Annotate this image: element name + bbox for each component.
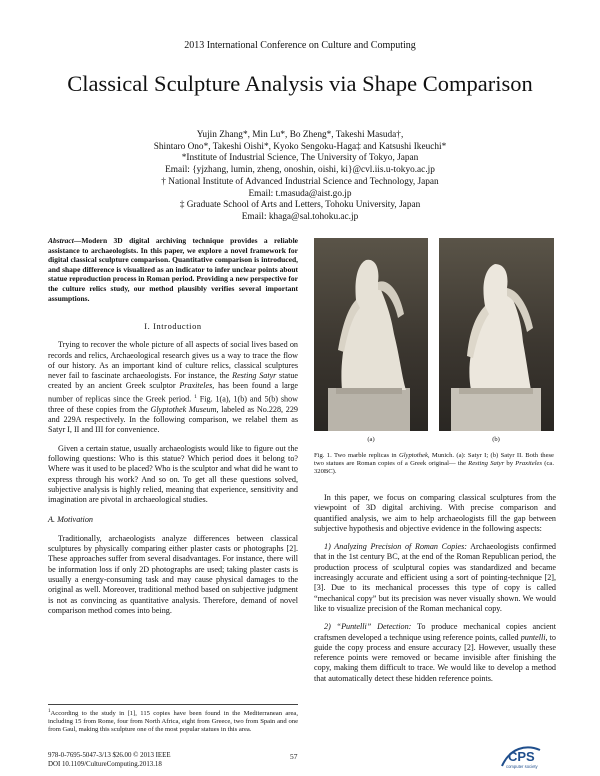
footnote-marker: 1 — [194, 393, 197, 400]
statue-silhouette-b — [439, 238, 554, 431]
intro-italic-glyptothek: Glyptothek Museum — [150, 404, 217, 414]
cps-logo — [500, 744, 556, 770]
caption-italic-satyr: Resting Satyr — [468, 460, 505, 468]
figure-1 — [314, 238, 554, 450]
right-paragraph-1: In this paper, we focus on comparing classical sculptures from the viewpoint of 3D digital archiving. With precise comparison and quantified analysis, we aim to help archaeologists fill the gap between subjective hypothesis and objective evidence in the following aspects: — [314, 493, 556, 533]
intro-text: Trying to recover the whole picture of all aspects of social lives based on records and relics, Archaeological research gives us a way to trace the flow of our history. As an important kind of culture relics, classical sculptures never fail to fascinate archaeologists. For instance, the — [48, 340, 298, 381]
footnote — [48, 704, 298, 734]
item-2-paragraph — [314, 622, 556, 684]
abstract-label: Abstract — [48, 236, 74, 245]
item-2-text: To produce mechanical copies ancient craftsmen developed a technique using reference points, called — [314, 622, 556, 642]
email-1: Email: {yjzhang, lumin, zheng, onoshin, oishi, ki}@cvl.iis.u-tokyo.ac.jp — [165, 165, 435, 176]
intro-italic-praxiteles: Praxiteles — [179, 381, 213, 391]
intro-paragraph-2: Given a certain statue, usually archaeologists would like to figure out the following questions: Who is this statue? Which period does it belong to? Where was it used to be placed? Who is the sculptor and what did he want to express through his work? And so on. To get all these questions solved, subjective analysis is highly relied, meaning that experience, sensitivity and imagination are pivotal in archaeological studies. — [48, 443, 298, 505]
item-2-italic-puntelli: puntelli — [520, 632, 546, 642]
intro-italic-satyr: Resting Satyr — [232, 371, 277, 381]
intro-text: , has been found a large number of replicas since the Greek period. — [48, 381, 298, 404]
item-2-title: 2) “Puntelli” Detection: — [324, 622, 412, 632]
caption-text: , Munich. (a): Satyr I; (b) Satyr II. Both these two statues are Roman copies of a Greek original— the — [314, 452, 554, 468]
intro-text: Fig. 1(a), 1(b) and 5(b) show three of these copies from the — [48, 394, 298, 414]
caption-italic-praxiteles: Praxiteles — [515, 460, 543, 468]
motivation-paragraph: Traditionally, archaeologists analyze differences between classical sculptures by physically comparing either plaster casts or photographs [2]. These approaches suffer from several disadvantages. For instance, there will be information loss if only 2D photographs are used; taking plaster casts is usually a energy-consuming task and may cause physical damages to the original as well. Moreover, traditional method based on subjective judgment is not as convincing as quantitative analysis. Therefore, demand of novel comparison method comes into being. — [48, 533, 298, 615]
item-1-text: Archaeologists confirmed that in the 1st century BC, at the end of the Roman Republican period, the production process of sculptural copies was standardized and became increasingly accurate and efficient using a sort of pointing-technique [2], [3]. Due to its mechanical processes this type of copy is called “mechanical copy” but its precision was never visually shown. We would like to visualize precision of the Roman mechanical copy. — [314, 542, 556, 613]
logo-subtext: computer society — [506, 764, 538, 769]
cps-logo-icon — [500, 744, 556, 770]
item-2-text: , to guide the copy process and ensure accuracy [2]. However, usually these reference points were removed or became invisible after finishing the copy, making them difficult to trace. We would like to develop a method that automatically detect these hidden reference points. — [314, 632, 556, 683]
conference-header: 2013 International Conference on Culture and Computing — [184, 40, 416, 51]
statue-silhouette-a — [314, 238, 428, 431]
footer-isbn: 978-0-7695-5047-3/13 $26.00 © 2013 IEEE — [48, 752, 171, 759]
caption-text: by — [504, 460, 516, 468]
author-line-2: Shintaro Ono*, Takeshi Oishi*, Kyoko Sengoku-Haga‡ and Katsushi Ikeuchi* — [153, 141, 447, 152]
email-3: Email: khaga@sal.tohoku.ac.jp — [241, 211, 359, 222]
subfigure-label-a: (a) — [367, 436, 375, 443]
item-1-paragraph — [314, 542, 556, 614]
abstract — [48, 236, 298, 303]
logo-text: CPS — [508, 749, 535, 764]
paper-title: Classical Sculpture Analysis via Shape Comparison — [67, 71, 533, 96]
item-1-title: 1) Analyzing Precision of Roman Copies: — [324, 542, 467, 552]
author-block — [40, 130, 560, 224]
email-2: Email: t.masuda@aist.go.jp — [248, 188, 352, 199]
satyr-photo-b — [439, 238, 554, 431]
caption-italic-glyptothek: Glyptothek — [398, 452, 428, 459]
footnote-text: According to the study in [1], 115 copies have been found in the Mediterranean area, including 15 from Rome, four from North Africa, eight from Greece, two from Spain and one from Gaul, making this sculpture one of the most popular statues in this area. — [48, 710, 298, 734]
intro-text: , labeled as No.228, 229 and 229A respectively. In the following comparison, we relabel them as Satyr I, II and III for convenience. — [48, 404, 298, 435]
author-line-1: Yujin Zhang*, Min Lu*, Bo Zheng*, Takeshi Masuda†, — [196, 130, 404, 140]
caption-text: (ca. 320BC). — [314, 460, 554, 476]
affiliation-3: ‡ Graduate School of Arts and Letters, Tohoku University, Japan — [179, 200, 421, 211]
subsection-heading-motivation: A. Motivation — [48, 515, 94, 525]
subfigure-label-b: (b) — [492, 436, 500, 443]
intro-paragraph-1 — [48, 340, 298, 435]
right-column — [314, 493, 556, 684]
affiliation-1: *Institute of Industrial Science, The University of Tokyo, Japan — [181, 153, 419, 164]
section-heading-introduction: I. Introduction — [144, 322, 202, 331]
affiliation-2: † National Institute of Advanced Industrial Science and Technology, Japan — [161, 176, 439, 187]
caption-text: Fig. 1. Two marble replicas in — [314, 452, 399, 459]
satyr-photo-a — [314, 238, 428, 431]
figure-1-caption — [314, 452, 554, 477]
abstract-text: —Modern 3D digital archiving technique provides a reliable assistance to archaeologists. In this paper, we explore a novel framework for digital classical sculpture comparison. Quantitative comparison is introduced, and shape difference is visualized as an indicator to infer unclear points about statue reproduction process in Roman period. Providing a new perspective for the culture relics study, our method plausibly verifies several important assumptions. — [48, 236, 298, 303]
left-column — [48, 322, 298, 616]
footer-doi: DOI 10.1109/CultureComputing.2013.18 — [48, 760, 162, 768]
page-number: 57 — [290, 752, 298, 761]
footer-publication-info — [48, 752, 171, 769]
intro-text: statue created by an ancient Greek sculptor — [48, 371, 299, 391]
footnote-mark: 1 — [48, 709, 51, 714]
